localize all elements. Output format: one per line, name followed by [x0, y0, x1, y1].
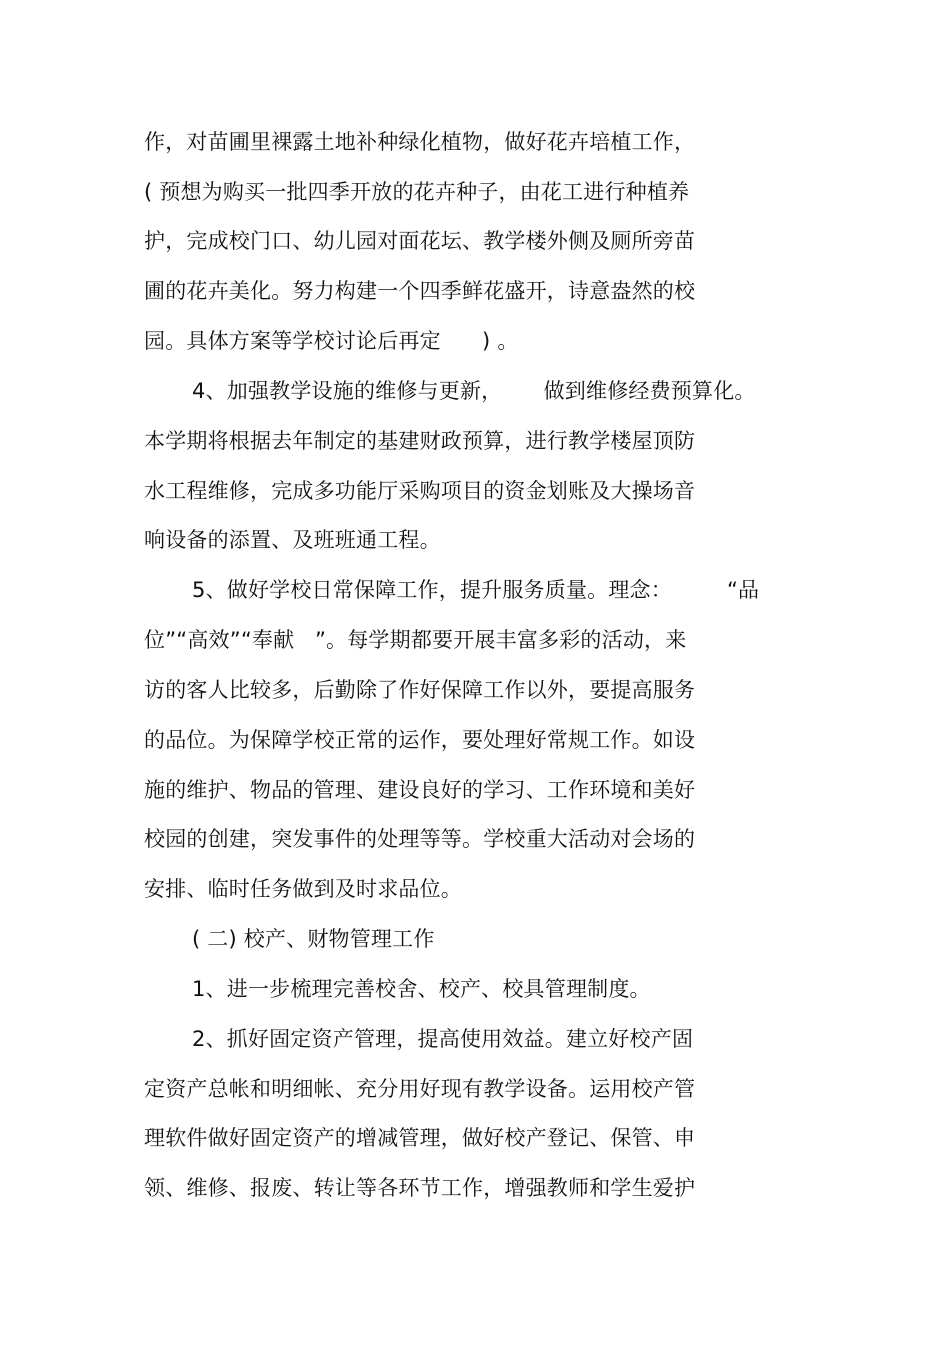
text-line: 校园的创建，突发事件的处理等等。学校重大活动对会场的 — [144, 827, 696, 851]
text-line: 位”“高效”“奉献 ”。每学期都要开展丰富多彩的活动，来 — [144, 628, 687, 652]
text-line: ( 预想为购买一批四季开放的花卉种子，由花工进行种植养 — [144, 180, 690, 204]
paragraph-start-line: 4、加强教学设施的维修与更新， 做到维修经费预算化。 — [192, 379, 756, 403]
text-line: 的品位。为保障学校正常的运作，要处理好常规工作。如设 — [144, 728, 696, 752]
text-line: 园。具体方案等学校讨论后再定 ) 。 — [144, 329, 519, 353]
text-line: 水工程维修，完成多功能厅采购项目的资金划账及大操场音 — [144, 479, 696, 503]
text-line: 施的维护、物品的管理、建设良好的学习、工作环境和美好 — [144, 778, 696, 802]
text-line: 定资产总帐和明细帐、充分用好现有教学设备。运用校产管 — [144, 1077, 696, 1101]
text-line: 圃的花卉美化。努力构建一个四季鲜花盛开，诗意盎然的校 — [144, 279, 696, 303]
text-line: 护，完成校门口、幼儿园对面花坛、教学楼外侧及厕所旁苗 — [144, 229, 696, 253]
section-heading: ( 二) 校产、财物管理工作 — [192, 927, 435, 951]
text-line: 本学期将根据去年制定的基建财政预算，进行教学楼屋顶防 — [144, 429, 696, 453]
text-line: 理软件做好固定资产的增减管理，做好校产登记、保管、申 — [144, 1126, 696, 1150]
text-line: 领、维修、报废、转让等各环节工作，增强教师和学生爱护 — [144, 1176, 696, 1200]
text-line: 作，对苗圃里裸露土地补种绿化植物，做好花卉培植工作， — [144, 130, 696, 154]
text-line: 安排、临时任务做到及时求品位。 — [144, 877, 462, 901]
paragraph-start-line: 5、做好学校日常保障工作，提升服务质量。理念： “品 — [192, 578, 760, 602]
text-line: 响设备的添置、及班班通工程。 — [144, 528, 441, 552]
paragraph-start-line: 2、抓好固定资产管理，提高使用效益。建立好校产固 — [192, 1027, 694, 1051]
text-line: 访的客人比较多，后勤除了作好保障工作以外，要提高服务 — [144, 678, 696, 702]
paragraph-start-line: 1、进一步梳理完善校舍、校产、校具管理制度。 — [192, 977, 651, 1001]
